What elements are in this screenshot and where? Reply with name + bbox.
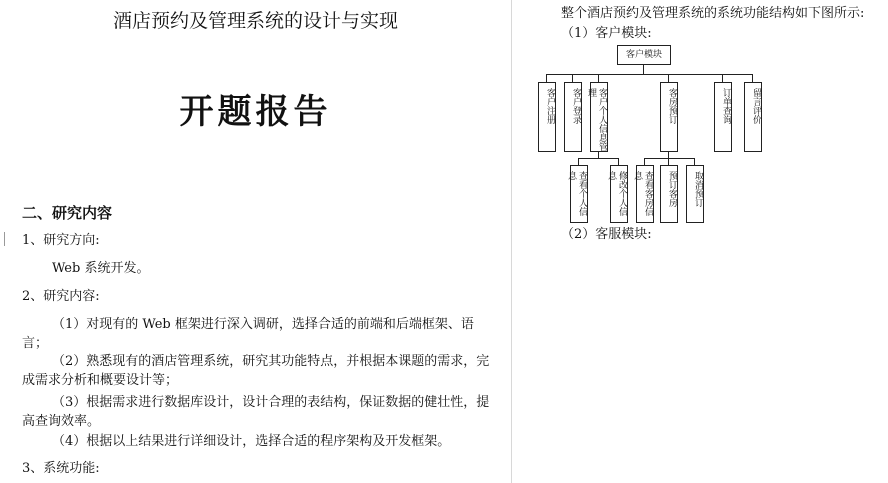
node-label: 查看个人信息: [566, 171, 587, 216]
node-label: 订单查询: [721, 88, 731, 124]
column-divider: [511, 0, 512, 483]
node-label: 修改个人信息: [606, 171, 627, 216]
content-item-4: （4）根据以上结果进行详细设计，选择合适的程序架构及开发框架。: [52, 434, 451, 449]
node-label: 客户注册: [545, 88, 555, 124]
module-2-label: （2）客服模块:: [561, 227, 652, 242]
content-label: 2、研究内容:: [22, 289, 100, 304]
section-heading: 二、研究内容: [22, 204, 113, 222]
node-customer-login: [564, 82, 582, 152]
node-label: 取消预订: [693, 171, 703, 207]
node-label: 客房预订: [667, 88, 677, 124]
node-customer-info: [586, 82, 608, 152]
module-1-label: （1）客户模块:: [561, 26, 652, 41]
node-order-query: [714, 82, 732, 152]
function-label: 3、系统功能:: [22, 461, 100, 476]
diagram-root-label: 客户模块: [625, 50, 662, 60]
node-edit-personal-info: [606, 165, 628, 223]
content-item-3: （3）根据需求进行数据库设计，设计合理的表结构，保证数据的健壮性，提高查询效率。: [22, 395, 490, 429]
content-item-1: （1）对现有的 Web 框架进行深入调研，选择合适的前端和后端框架、语言；: [22, 317, 474, 351]
node-label: 客户登录: [571, 88, 581, 124]
report-title: 开题报告: [179, 92, 332, 132]
node-view-room-info: [632, 165, 654, 223]
direction-value: Web 系统开发。: [52, 261, 150, 276]
node-label: 客户个人信息管理: [586, 88, 607, 151]
content-item-2: （2）熟悉现有的酒店管理系统，研究其功能特点，并根据本课题的需求，完成需求分析和概要设计等；: [22, 354, 490, 388]
node-review: [744, 82, 762, 152]
node-room-booking: [660, 82, 678, 152]
node-cancel-booking: [686, 165, 704, 223]
node-view-personal-info: [566, 165, 588, 223]
diagram-root-node: [617, 45, 671, 65]
node-label: 查看客房信息: [632, 171, 653, 216]
node-label: 留言评价: [751, 88, 761, 124]
structure-intro: 整个酒店预约及管理系统的系统功能结构如下图所示:: [561, 6, 865, 21]
node-book-room: [660, 165, 678, 223]
node-customer-register: [538, 82, 556, 152]
document-title: 酒店预约及管理系统的设计与实现: [112, 10, 398, 32]
node-label: 预订客房: [667, 171, 677, 207]
direction-label: 1、研究方向:: [22, 233, 100, 248]
margin-marker: [4, 232, 5, 246]
